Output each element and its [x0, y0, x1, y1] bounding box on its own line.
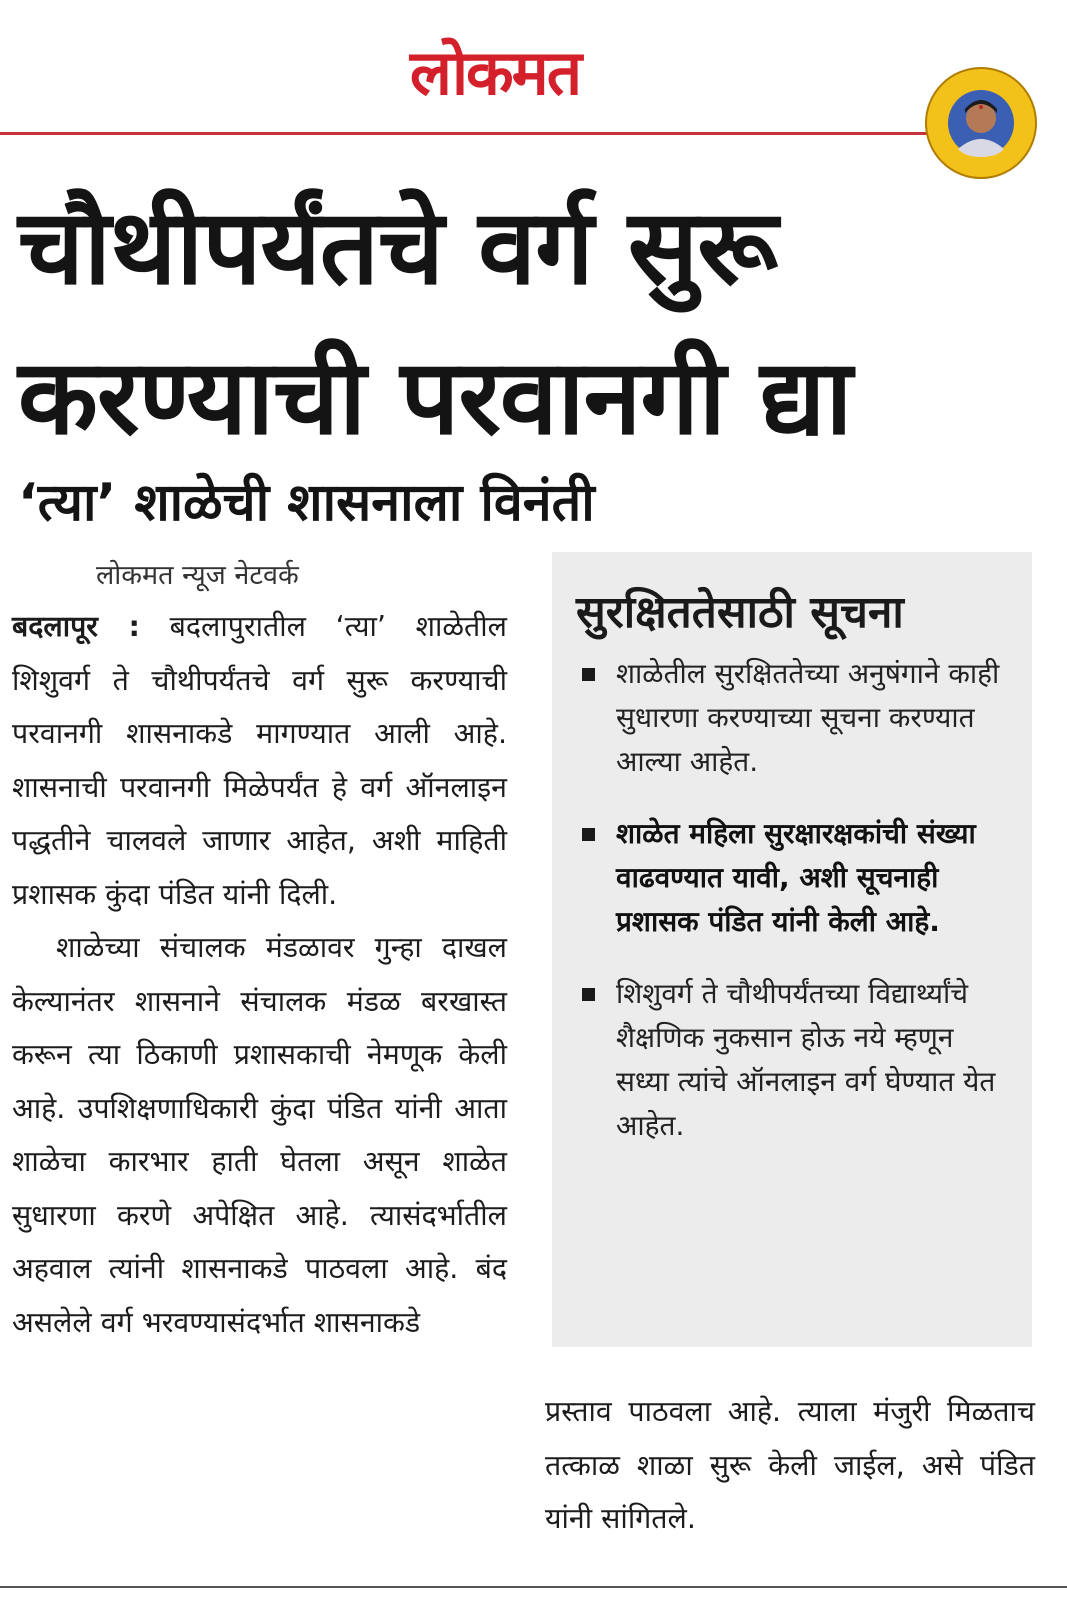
sidebar-list-item [576, 812, 1008, 944]
article-paragraph-3: प्रस्ताव पाठवला आहे. त्याला मंजुरी मिळताच तत्काळ शाळा सुरू केली जाईल, असे पंडित यांनी सांगितले. [545, 1395, 1035, 1535]
sidebar-item-text: शाळेत महिला सुरक्षारक्षकांची संख्या वाढवण्यात यावी, अशी सूचनाही प्रशासक पंडित यांनी केली आहे. [616, 817, 976, 938]
author-avatar-icon [927, 69, 1035, 177]
newspaper-logo: लोकमत [409, 36, 581, 109]
square-bullet-icon [582, 988, 595, 1001]
safety-instructions-box [552, 552, 1032, 1347]
byline: लोकमत न्यूज नेटवर्क [96, 560, 299, 591]
square-bullet-icon [582, 668, 595, 681]
sidebar-item-text: शिशुवर्ग ते चौथीपर्यंतच्या विद्यार्थ्यांचे शैक्षणिक नुकसान होऊ नये म्हणून सध्या त्यांचे ऑनलाइन वर्ग घेण्यात येत आहेत. [616, 977, 996, 1142]
masthead-rule [0, 132, 940, 135]
square-bullet-icon [582, 828, 595, 841]
sidebar-item-text: शाळेतील सुरक्षिततेच्या अनुषंगाने काही सुधारणा करण्याच्या सूचना करण्यात आल्या आहेत. [616, 657, 1000, 778]
headline-line-1: चौथीपर्यंतचे वर्ग सुरू [18, 186, 777, 308]
headline [18, 172, 1058, 472]
article-paragraph-1 [12, 600, 507, 921]
article-paragraph-2: शाळेच्या संचालक मंडळावर गुन्हा दाखल केल्यानंतर शासनाने संचालक मंडळ बरखास्त करून त्या ठिकाणी प्रशासकाची नेमणूक केली आहे. उपशिक्षणाधिकारी कुंदा पंडित यांनी आता शाळेचा कारभार हाती घेतला असून शाळेत सुधारणा करणे अपेक्षित आहे. त्यासंदर्भातील अहवाल त्यांनी शासनाकडे पाठवला आहे. बंद असलेले वर्ग भरवण्यासंदर्भात शासनाकडे [12, 931, 507, 1339]
masthead [0, 0, 1067, 135]
article-body-right-column [545, 1385, 1035, 1546]
headline-line-2: करण्याची परवानगी द्या [18, 336, 852, 458]
dateline: बदलापूर : [12, 610, 140, 643]
subheadline: ‘त्या’ शाळेची शासनाला विनंती [18, 473, 595, 533]
sidebar-list [576, 652, 1008, 1148]
paragraph-1-text: बदलापुरातील ‘त्या’ शाळेतील शिशुवर्ग ते चौथीपर्यंतचे वर्ग सुरू करण्याची परवानगी शासनाकडे मागण्यात आली आहे. शासनाची परवानगी मिळेपर्यंत हे वर्ग ऑनलाइन पद्धतीने चालवले जाणार आहेत, अशी माहिती प्रशासक कुंदा पंडित यांनी दिली. [12, 610, 508, 911]
sidebar-list-item [576, 652, 1008, 784]
author-badge [925, 67, 1037, 179]
sidebar-list-item [576, 972, 1008, 1148]
sidebar-title: सुरक्षिततेसाठी सूचना [576, 587, 904, 638]
bottom-rule [0, 1586, 1067, 1588]
article-body-left-column [12, 600, 507, 1349]
